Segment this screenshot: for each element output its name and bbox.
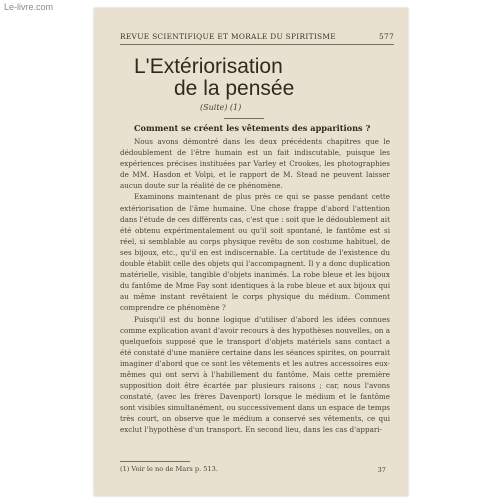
page-number: 577 bbox=[378, 32, 394, 41]
paragraph: Nous avons démontré dans les deux précédents chapitres que le dédoublement de l'être humain est un fait indiscutable, puisque les expériences précises instituées par Varley et Crookes, les photographies de MM. Hasdon et Volpi, et le rapport de M. Stead ne peuvent laisser aucun doute sur la réalité de ce phénomène. bbox=[120, 137, 390, 191]
article-title-line2: de la pensée bbox=[174, 77, 295, 100]
paragraph: Examinons maintenant de plus près ce qui se passe pendant cette extériorisation de l'âme humaine. Une chose frappe d'abord l'attention dans l'étude de ces différents cas, c'est que : soit que le dédoublement ait été obtenu expérimentalement ou qu'il soit spontané, le fantôme est si réel, si semblable au corps physique revêtu de son costume habituel, de ses bijoux, etc., qu'il en est indiscernable. La certitude de l'existence du double établit celle des objets qui l'accompagnent. Il y a donc duplication matérielle, visible, tangible d'objets inanimés. La robe bleue et les bijoux du fantôme de Mme Fay sont identiques à la robe bleue et aux bijoux qui au même instant revêtaient le corps physique du médium. Comment comprendre ce phénomène ? bbox=[120, 192, 390, 313]
article-title bbox=[116, 56, 356, 100]
running-header bbox=[120, 32, 394, 45]
section-heading: Comment se créent les vêtements des apparitions ? bbox=[134, 123, 371, 133]
document-page bbox=[94, 8, 408, 496]
continuation-note: (Suite) (1) bbox=[200, 103, 242, 112]
title-divider bbox=[224, 118, 264, 119]
footnote: (1) Voir le no de Mars p. 513. bbox=[120, 465, 218, 473]
footnote-divider bbox=[120, 461, 190, 462]
article-title-line1: L'Extériorisation bbox=[134, 55, 283, 78]
signature-mark: 37 bbox=[377, 466, 386, 474]
paragraph: Puisqu'il est du bonne logique d'utiliser d'abord les idées connues comme explication avant d'avoir recours à des hypothèses nouvelles, on a quelquefois supposé que le transport d'objets matériels sans contact a été constaté d'une manière certaine dans les séances spirites, on pourrait imaginer d'abord que ce sont les vêtements et les autres accessoires eux-mêmes qui ont servi à l'habillement du fantôme. Mais cette première supposition doit être écartée par plusieurs raisons ; car, nous l'avons constaté, (avec les frères Davenport) lorsque le médium et le fantôme sont visibles simultanément, ou successivement dans un espace de temps très court, on observe que le médium a conservé ses vêtements, ce qui exclut l'hypothèse d'un transport. En second lieu, dans les cas d'appari- bbox=[120, 314, 390, 435]
site-watermark: Le-livre.com bbox=[4, 2, 54, 12]
running-title: REVUE SCIENTIFIQUE ET MORALE DU SPIRITISME bbox=[120, 32, 336, 41]
article-body bbox=[120, 136, 390, 436]
